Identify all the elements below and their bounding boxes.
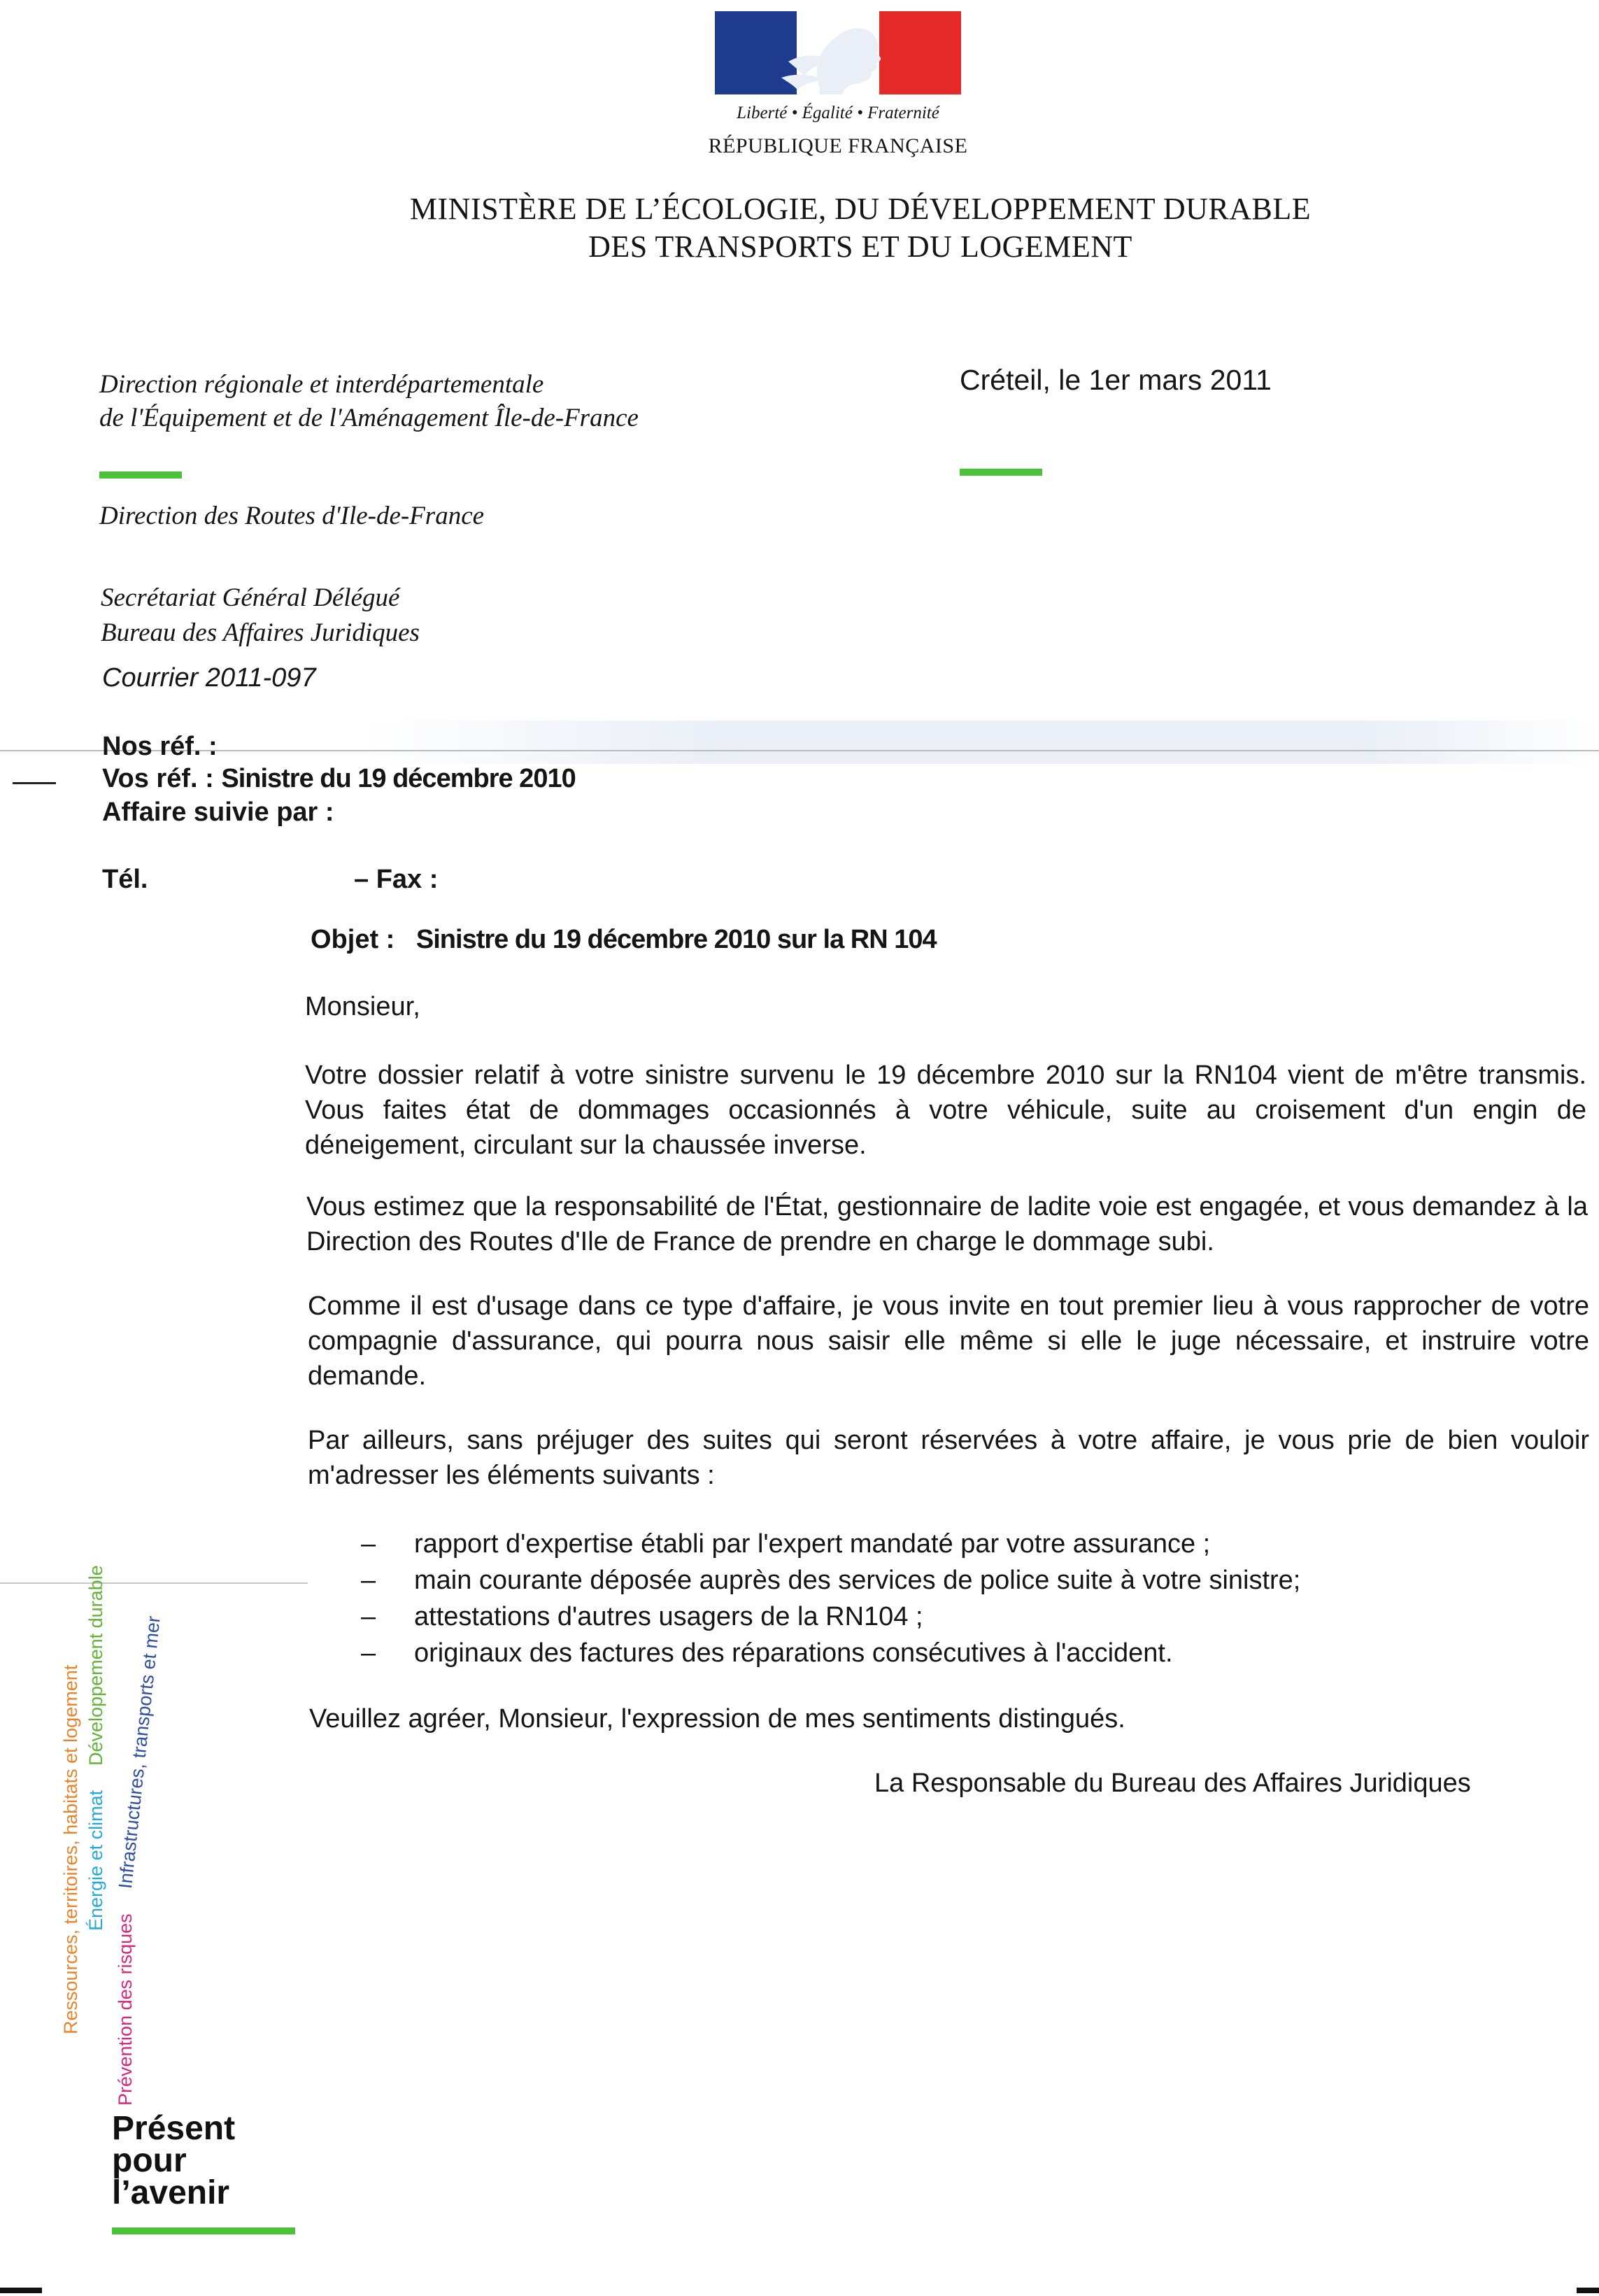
scan-edge-mark <box>1577 2288 1599 2293</box>
list-marker: – <box>361 1602 376 1631</box>
accent-rule-left <box>99 472 182 479</box>
fax-label: – Fax : <box>354 865 439 894</box>
list-marker: – <box>361 1566 376 1595</box>
slogan-line-1: Présent <box>112 2110 236 2147</box>
list-item-text: attestations d'autres usagers de la RN104 ; <box>414 1602 923 1631</box>
list-marker: – <box>361 1529 376 1559</box>
direction-line-1: Direction régionale et interdépartementale <box>99 370 544 399</box>
vos-ref-value: Sinistre du 19 décembre 2010 <box>221 764 576 793</box>
closing-formula: Veuillez agréer, Monsieur, l'expression de mes sentiments distingués. <box>309 1704 1125 1734</box>
nos-ref-label: Nos réf. : <box>102 732 218 761</box>
scan-fold-line <box>0 750 1599 751</box>
list-item-text: rapport d'expertise établi par l'expert mandaté par votre assurance ; <box>414 1529 1211 1559</box>
theme-infrastructures: Infrastructures, transports et mer <box>115 1615 164 1890</box>
slogan <box>112 2110 236 2211</box>
paragraph-3: Comme il est d'usage dans ce type d'affaire, je vous invite en tout premier lieu à vous rapprocher de votre compagnie d'assurance, qui pourra nous saisir elle même si elle le juge nécessaire, et instruire votre demande. <box>308 1291 1589 1391</box>
ministry-line-1: MINISTÈRE DE L’ÉCOLOGIE, DU DÉVELOPPEMENT DURABLE <box>409 192 1312 226</box>
subject-value: Sinistre du 19 décembre 2010 sur la RN 104 <box>415 925 937 954</box>
affaire-suivie-label: Affaire suivie par : <box>102 798 334 827</box>
theme-developpement: Développement durable <box>85 1565 106 1766</box>
paragraph-2: Vous estimez que la responsabilité de l'État, gestionnaire de ladite voie est engagée, et vous demandez à la Direction des Routes d'Ile de France de prendre en charge le dommage subi. <box>306 1192 1588 1256</box>
ministry-line-2: DES TRANSPORTS ET DU LOGEMENT <box>588 229 1132 264</box>
accent-rule-right <box>960 469 1042 476</box>
tel-label: Tél. <box>102 865 148 894</box>
letter-subject <box>311 925 937 955</box>
secretariat-name: Secrétariat Général Délégué <box>101 583 400 612</box>
vos-ref <box>102 764 576 794</box>
direction-name <box>99 368 639 435</box>
courrier-number: Courrier 2011-097 <box>102 663 316 693</box>
list-marker: – <box>361 1638 376 1668</box>
secretariat-block <box>101 581 420 651</box>
fold-mark <box>13 782 56 784</box>
theme-prevention: Prévention des risques <box>115 1913 136 2106</box>
routes-direction: Direction des Routes d'Ile-de-France <box>99 502 485 530</box>
republic-name: RÉPUBLIQUE FRANÇAISE <box>708 134 968 157</box>
list-item <box>361 1566 1300 1596</box>
slogan-line-2: pour <box>112 2142 187 2179</box>
subject-label: Objet : <box>311 925 395 954</box>
accent-rule-bottom <box>112 2227 295 2234</box>
list-item <box>361 1638 1173 1668</box>
vos-ref-label: Vos réf. : <box>102 764 214 793</box>
slogan-line-3: l’avenir <box>112 2174 230 2211</box>
ministry-title <box>266 190 1455 266</box>
direction-line-2: de l'Équipement et de l'Aménagement Île-de-France <box>99 404 639 432</box>
list-item-text: main courante déposée auprès des services de police suite à votre sinistre; <box>414 1566 1301 1595</box>
scan-fold-line-lower <box>0 1582 308 1584</box>
letter-date: Créteil, le 1er mars 2011 <box>960 364 1272 396</box>
list-item-text: originaux des factures des réparations consécutives à l'accident. <box>414 1638 1173 1668</box>
marianne-logo <box>715 11 961 94</box>
paragraph-1: Votre dossier relatif à votre sinistre survenu le 19 décembre 2010 sur la RN104 vient de m'être transmis. Vous faites état de dommages occasionnés à votre véhicule, suite au croisement d'un engin de déneigement, circulant sur la chaussée inverse. <box>305 1061 1586 1160</box>
republic-motto: Liberté • Égalité • Fraternité <box>737 104 939 122</box>
bureau-name: Bureau des Affaires Juridiques <box>101 618 420 647</box>
list-item <box>361 1529 1210 1559</box>
marianne-profile-icon <box>715 11 961 94</box>
salutation: Monsieur, <box>305 992 420 1021</box>
paragraph-4: Par ailleurs, sans préjuger des suites qui seront réservées à votre affaire, je vous prie de bien vouloir m'adresser les éléments suivants : <box>308 1426 1589 1490</box>
theme-ressources: Ressources, territoires, habitats et logement <box>60 1664 81 2034</box>
scan-shading <box>364 721 1599 764</box>
theme-energie: Énergie et climat <box>85 1790 106 1931</box>
list-item <box>361 1602 923 1632</box>
signature-title: La Responsable du Bureau des Affaires Juridiques <box>874 1769 1471 1798</box>
scan-edge-mark <box>0 2288 42 2293</box>
